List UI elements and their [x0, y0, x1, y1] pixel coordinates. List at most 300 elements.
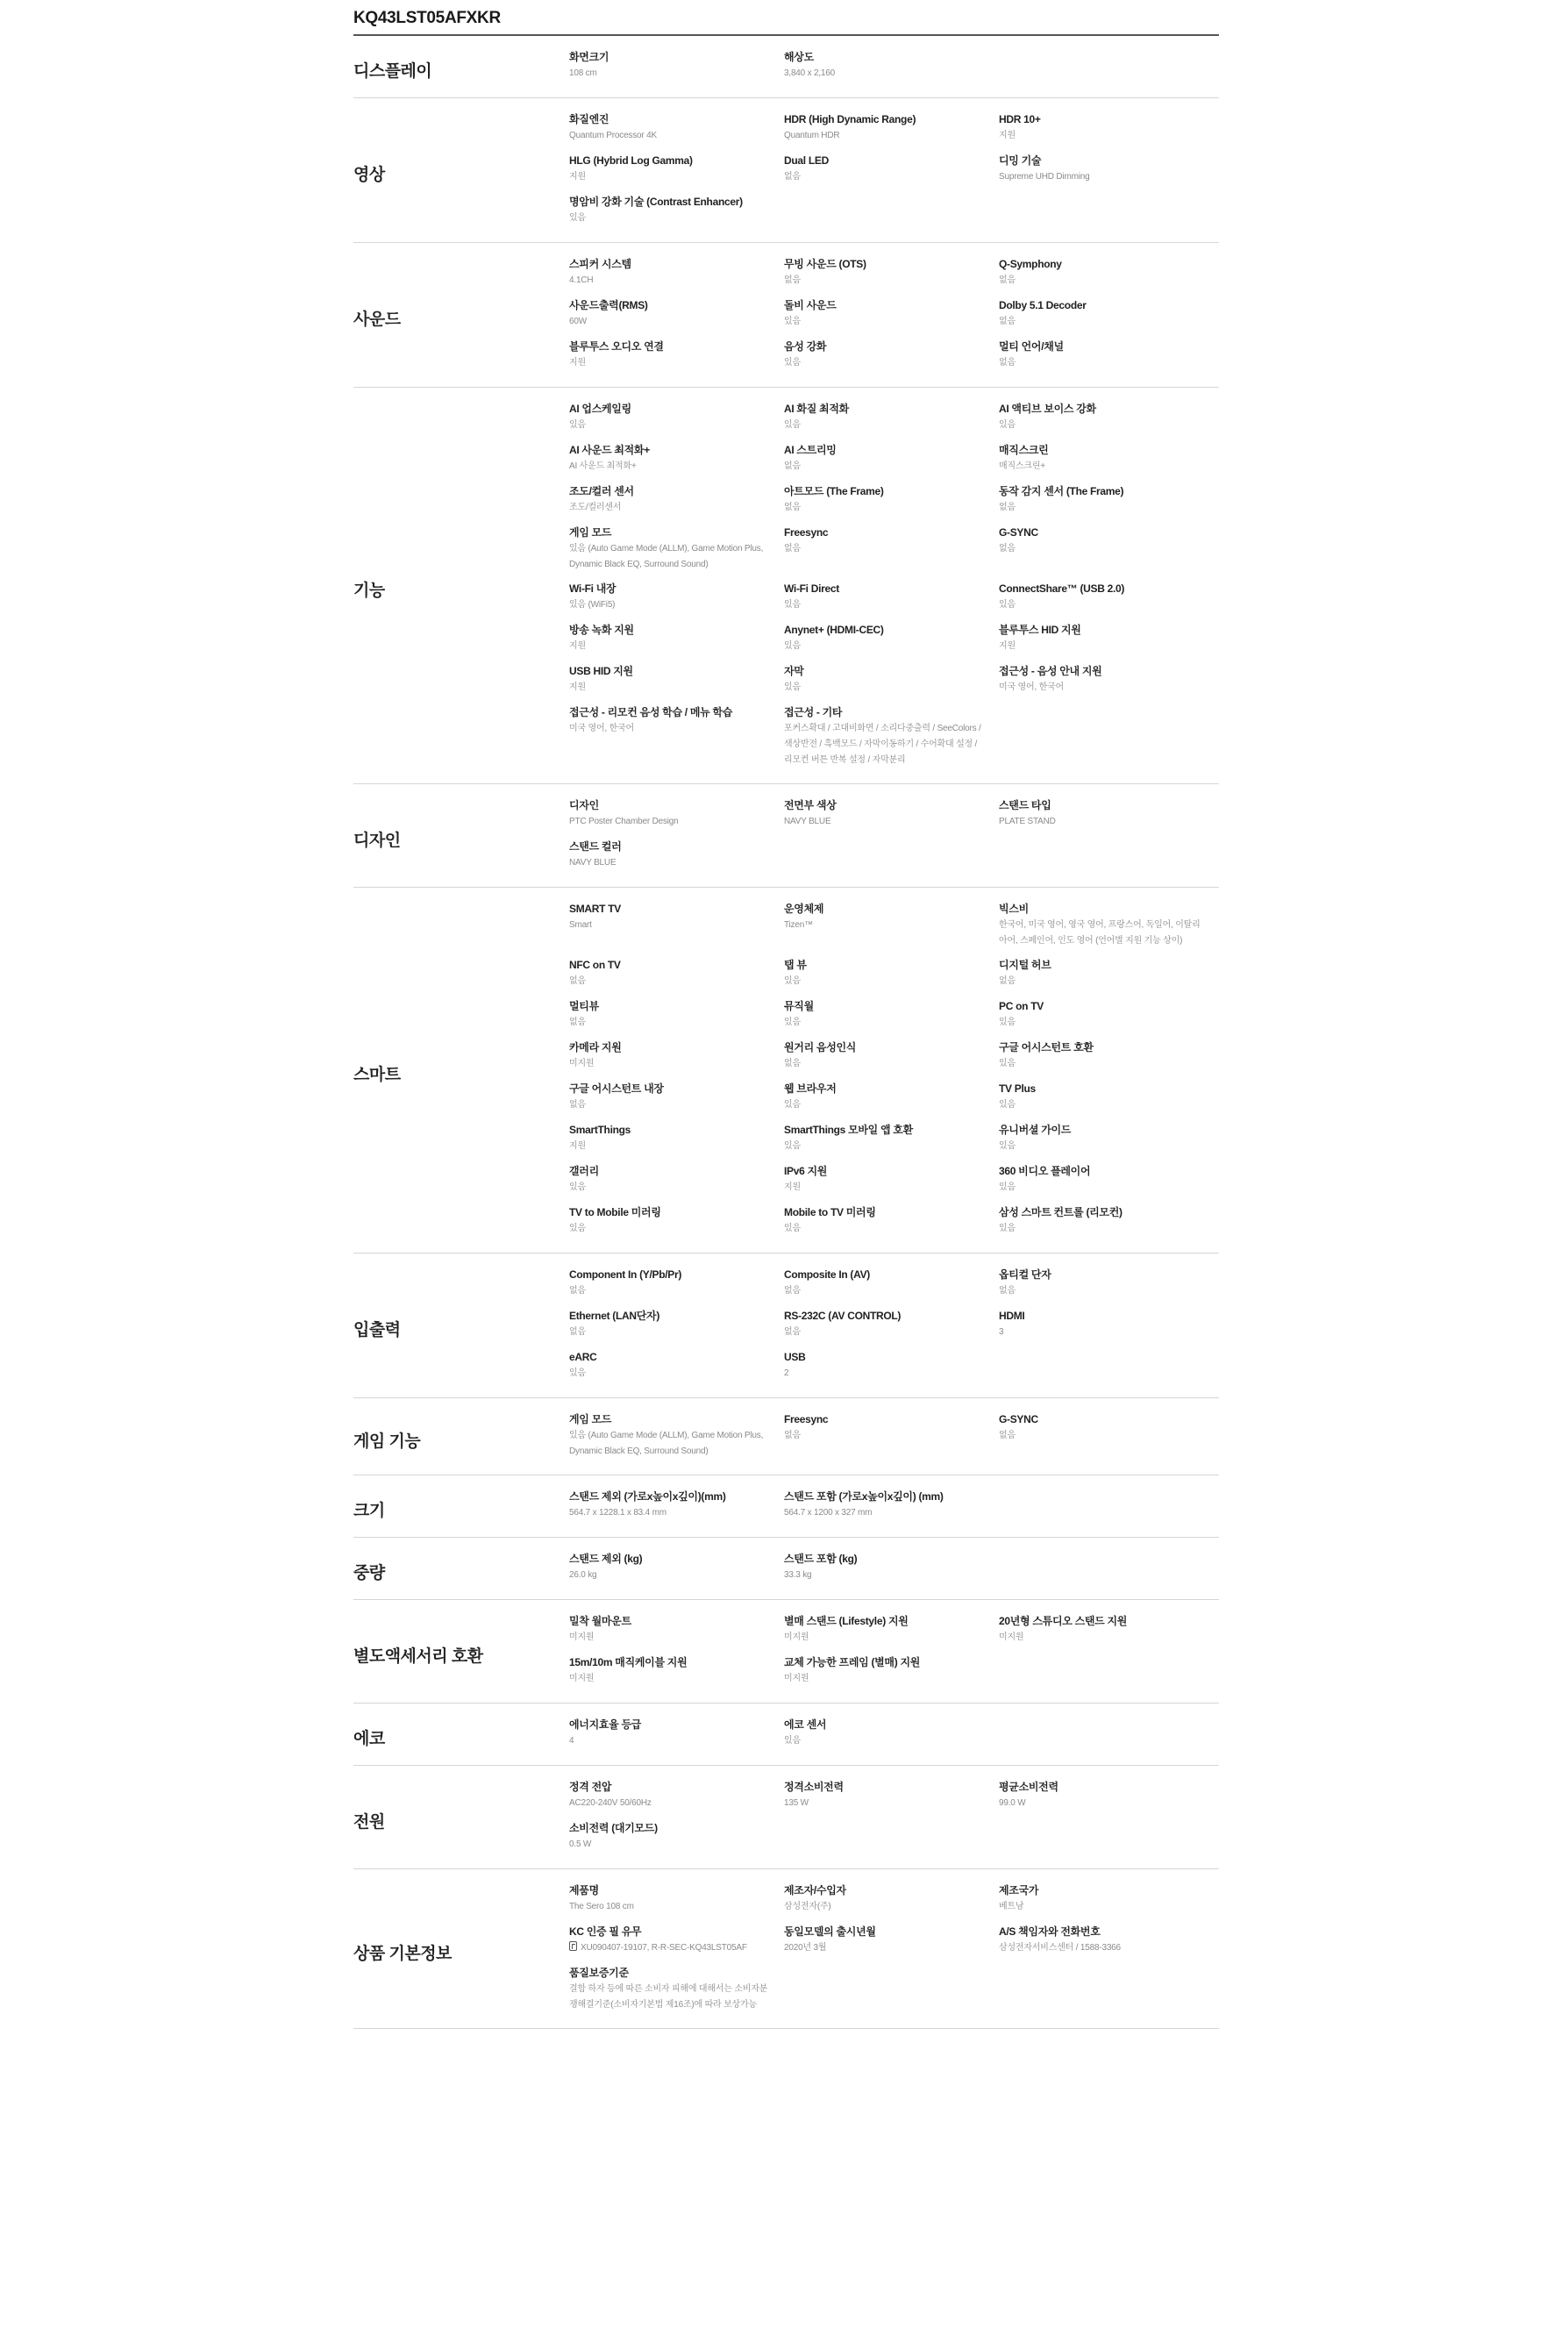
spec-item	[999, 1613, 1219, 1654]
spec-section	[353, 243, 1219, 388]
spec-value: 없음	[569, 1100, 586, 1110]
spec-label: AI 액티브 보이스 강화	[999, 403, 1096, 415]
spec-value: 있음	[784, 1100, 801, 1110]
spec-value: 미지원	[999, 1632, 1024, 1642]
spec-item	[784, 1411, 999, 1468]
spec-item	[569, 622, 784, 663]
spec-value: 있음	[999, 1182, 1016, 1192]
spec-label: 화면크기	[569, 51, 609, 63]
spec-grid	[569, 401, 1219, 776]
spec-value: 26.0 kg	[569, 1570, 597, 1580]
spec-label: 동작 감지 센서 (The Frame)	[999, 485, 1124, 497]
spec-item	[569, 1489, 784, 1530]
spec-value: 미지원	[784, 1632, 809, 1642]
spec-label: Dolby 5.1 Decoder	[999, 299, 1087, 311]
spec-section	[353, 784, 1219, 888]
spec-item	[999, 1882, 1219, 1924]
spec-value: 미국 영어, 한국어	[999, 682, 1064, 692]
spec-label: 제품명	[569, 1884, 599, 1896]
spec-item	[569, 1924, 784, 1965]
spec-value: 있음	[999, 1018, 1016, 1027]
spec-item	[569, 442, 784, 483]
spec-label: 매직스크린	[999, 444, 1049, 456]
spec-label: SmartThings 모바일 앱 호환	[784, 1124, 913, 1136]
spec-label: 갤러리	[569, 1165, 599, 1177]
spec-item	[569, 153, 784, 194]
spec-label: 교체 가능한 프레임 (별매) 지원	[784, 1656, 921, 1668]
spec-grid	[569, 1613, 1219, 1696]
spec-section	[353, 1766, 1219, 1869]
spec-label: Freesync	[784, 526, 829, 539]
spec-value: 베트남	[999, 1902, 1024, 1911]
spec-item	[569, 194, 784, 235]
spec-grid	[569, 1267, 1219, 1390]
spec-label: 평균소비전력	[999, 1781, 1058, 1793]
spec-value: 있음	[784, 1141, 801, 1151]
spec-item	[999, 1924, 1219, 1965]
spec-value: 있음 (Auto Game Mode (ALLM), Game Motion Plus, Dynamic Black EQ, Surround Sound)	[569, 1431, 764, 1456]
spec-label: 접근성 - 음성 안내 지원	[999, 665, 1102, 677]
spec-grid	[569, 797, 1219, 880]
spec-label: 블루투스 HID 지원	[999, 624, 1081, 636]
spec-grid	[569, 1717, 1219, 1758]
spec-label: 조도/컬러 센서	[569, 485, 634, 497]
spec-value: 없음	[569, 1018, 586, 1027]
spec-label: 스탠드 타입	[999, 799, 1051, 811]
spec-value: 없음	[999, 503, 1016, 512]
spec-label: SMART TV	[569, 903, 621, 915]
spec-item	[784, 339, 999, 380]
spec-item	[784, 957, 999, 998]
spec-label: 삼성 스마트 컨트롤 (리모컨)	[999, 1206, 1123, 1218]
spec-item	[569, 1267, 784, 1308]
spec-value: 564.7 x 1200 x 327 mm	[784, 1508, 873, 1518]
spec-item	[569, 1039, 784, 1081]
spec-label: 아트모드 (The Frame)	[784, 485, 884, 497]
spec-value: NAVY BLUE	[784, 817, 831, 826]
spec-item	[569, 663, 784, 704]
spec-value	[569, 1940, 768, 1956]
spec-label: KC 인증 필 유무	[569, 1925, 642, 1938]
spec-item	[999, 663, 1219, 704]
kc-certification-number: XU090407-19107, R-R-SEC-KQ43LST05AF	[581, 1943, 747, 1953]
spec-grid	[569, 256, 1219, 380]
spec-value: 33.3 kg	[784, 1570, 812, 1580]
spec-item	[784, 525, 999, 581]
section-title: 사운드	[353, 311, 401, 329]
spec-item	[569, 339, 784, 380]
spec-section	[353, 1538, 1219, 1600]
spec-label: Q-Symphony	[999, 258, 1062, 270]
spec-item	[569, 704, 784, 776]
spec-grid	[569, 1882, 1219, 2021]
spec-item	[784, 1924, 999, 1965]
spec-item	[999, 483, 1219, 525]
spec-value: 있음	[784, 1736, 801, 1746]
spec-value: 있음	[784, 358, 801, 368]
spec-label: 디자인	[569, 799, 599, 811]
spec-item	[569, 1163, 784, 1204]
spec-value: 없음	[999, 976, 1016, 986]
spec-label: 무빙 사운드 (OTS)	[784, 258, 866, 270]
spec-label: G-SYNC	[999, 526, 1038, 539]
spec-item	[999, 998, 1219, 1039]
spec-label: Mobile to TV 미러링	[784, 1206, 876, 1218]
spec-value: 없음	[784, 544, 801, 554]
spec-label: Wi-Fi 내장	[569, 582, 617, 595]
spec-value: 없음	[999, 317, 1016, 326]
spec-label: G-SYNC	[999, 1413, 1038, 1425]
spec-label: 소비전력 (대기모드)	[569, 1822, 658, 1834]
spec-item	[999, 153, 1219, 194]
spec-item	[569, 1613, 784, 1654]
spec-section	[353, 98, 1219, 243]
spec-label: 옵티컬 단자	[999, 1268, 1051, 1281]
spec-item	[784, 1204, 999, 1246]
spec-label: Component In (Y/Pb/Pr)	[569, 1268, 682, 1281]
spec-value: 있음	[784, 1018, 801, 1027]
spec-value: Quantum Processor 4K	[569, 131, 657, 140]
spec-value: 2020년 3월	[784, 1943, 827, 1953]
spec-label: TV Plus	[999, 1082, 1036, 1095]
spec-item	[784, 1163, 999, 1204]
spec-item	[784, 483, 999, 525]
spec-label: HLG (Hybrid Log Gamma)	[569, 154, 693, 167]
spec-value: 없음	[999, 358, 1016, 368]
spec-label: 뮤직월	[784, 1000, 814, 1012]
spec-label: 동일모델의 출시년월	[784, 1925, 876, 1938]
spec-item	[569, 1779, 784, 1820]
spec-value: 있음	[784, 1224, 801, 1233]
spec-label: 스탠드 컬러	[569, 840, 622, 853]
spec-label: 에코 센서	[784, 1718, 827, 1731]
spec-label: 스탠드 포함 (가로x높이x깊이) (mm)	[784, 1490, 944, 1503]
spec-label: ConnectShare™ (USB 2.0)	[999, 582, 1125, 595]
spec-item	[784, 998, 999, 1039]
spec-value: 없음	[999, 1286, 1016, 1296]
spec-value: 있음 (WiFi5)	[569, 600, 616, 610]
spec-value: 지원	[999, 641, 1016, 651]
spec-label: 멀티뷰	[569, 1000, 599, 1012]
spec-value: 없음	[784, 461, 801, 471]
spec-label: 디밍 기술	[999, 154, 1042, 167]
section-title: 디스플레이	[353, 62, 432, 81]
spec-item	[569, 1349, 784, 1390]
spec-label: HDMI	[999, 1310, 1025, 1322]
spec-label: 20년형 스튜디오 스탠드 지원	[999, 1615, 1128, 1627]
spec-value: 3	[999, 1327, 1004, 1337]
spec-value: 지원	[784, 1182, 801, 1192]
spec-item	[999, 1163, 1219, 1204]
spec-label: 운영체제	[784, 903, 824, 915]
spec-value: 지원	[569, 1141, 586, 1151]
spec-value: 있음 (Auto Game Mode (ALLM), Game Motion Plus, Dynamic Black EQ, Surround Sound)	[569, 544, 764, 569]
spec-item	[569, 1081, 784, 1122]
spec-value: 있음	[999, 1224, 1016, 1233]
spec-section	[353, 1704, 1219, 1766]
spec-value: Tizen™	[784, 920, 813, 930]
spec-label: TV to Mobile 미러링	[569, 1206, 661, 1218]
spec-label: 접근성 - 리모컨 음성 학습 / 메뉴 학습	[569, 706, 733, 718]
spec-item	[784, 111, 999, 153]
spec-label: 정격 전압	[569, 1781, 612, 1793]
spec-item	[784, 256, 999, 297]
spec-value: 없음	[999, 275, 1016, 285]
spec-label: 360 비디오 플레이어	[999, 1165, 1091, 1177]
spec-value: 지원	[569, 358, 586, 368]
spec-value: 4.1CH	[569, 275, 594, 285]
spec-grid	[569, 1551, 1219, 1592]
spec-label: AI 업스케일링	[569, 403, 631, 415]
spec-item	[569, 483, 784, 525]
spec-label: 방송 녹화 지원	[569, 624, 634, 636]
spec-label: 명암비 강화 기술 (Contrast Enhancer)	[569, 196, 743, 208]
spec-value: PTC Poster Chamber Design	[569, 817, 679, 826]
spec-item	[784, 1081, 999, 1122]
spec-item	[569, 1965, 784, 2021]
spec-label: A/S 책임자와 전화번호	[999, 1925, 1101, 1938]
spec-section	[353, 1398, 1219, 1475]
spec-item	[569, 1411, 784, 1468]
spec-value: 미지원	[569, 1059, 595, 1068]
spec-label: 웹 브라우저	[784, 1082, 837, 1095]
spec-value: 매직스크린+	[999, 461, 1045, 471]
spec-label: 유니버셜 가이드	[999, 1124, 1072, 1136]
spec-value: 지원	[999, 131, 1016, 140]
spec-label: SmartThings	[569, 1124, 631, 1136]
spec-value: 있음	[784, 420, 801, 430]
spec-value: 있음	[999, 600, 1016, 610]
spec-value: 없음	[569, 1286, 586, 1296]
section-title: 입출력	[353, 1321, 401, 1339]
spec-label: 원거리 음성인식	[784, 1041, 857, 1054]
spec-value: 없음	[569, 976, 586, 986]
spec-value: 있음	[999, 420, 1016, 430]
spec-grid	[569, 1489, 1219, 1530]
spec-value: 0.5 W	[569, 1839, 592, 1849]
spec-value: 지원	[569, 172, 586, 182]
spec-label: Ethernet (LAN단자)	[569, 1310, 660, 1322]
spec-label: 구글 어시스턴트 내장	[569, 1082, 664, 1095]
spec-item	[569, 49, 784, 90]
spec-sections	[353, 36, 1219, 2029]
spec-value: AI 사운드 최적화+	[569, 461, 637, 471]
spec-page	[353, 0, 1219, 2029]
spec-value: 없음	[999, 544, 1016, 554]
spec-value: Supreme UHD Dimming	[999, 172, 1090, 182]
spec-item	[999, 581, 1219, 622]
spec-value: NAVY BLUE	[569, 858, 617, 868]
model-name: KQ43LST05AFXKR	[353, 0, 1219, 36]
spec-item	[784, 1882, 999, 1924]
kc-certification-icon	[569, 1941, 577, 1951]
spec-item	[569, 581, 784, 622]
spec-section	[353, 1254, 1219, 1398]
spec-value: Quantum HDR	[784, 131, 840, 140]
spec-item	[569, 1820, 784, 1861]
spec-label: AI 화질 최적화	[784, 403, 849, 415]
spec-item	[784, 1779, 999, 1820]
spec-label: 밀착 월마운트	[569, 1615, 631, 1627]
spec-value: 미지원	[784, 1674, 809, 1683]
spec-label: 제조자/수입자	[784, 1884, 846, 1896]
spec-value: 없음	[784, 275, 801, 285]
section-title: 전원	[353, 1812, 385, 1832]
spec-item	[784, 1654, 999, 1696]
spec-label: RS-232C (AV CONTROL)	[784, 1310, 902, 1322]
spec-item	[569, 1654, 784, 1696]
spec-item	[569, 525, 784, 581]
spec-item	[999, 525, 1219, 581]
spec-item	[999, 442, 1219, 483]
spec-item	[784, 1551, 999, 1592]
spec-item	[999, 901, 1219, 957]
spec-label: AI 사운드 최적화+	[569, 444, 650, 456]
spec-value: The Sero 108 cm	[569, 1902, 634, 1911]
spec-label: 게임 모드	[569, 1413, 612, 1425]
spec-item	[784, 1122, 999, 1163]
spec-value: 4	[569, 1736, 574, 1746]
spec-label: 디지털 허브	[999, 959, 1051, 971]
spec-value: 지원	[569, 641, 586, 651]
spec-label: Anynet+ (HDMI-CEC)	[784, 624, 884, 636]
spec-label: Freesync	[784, 1413, 829, 1425]
spec-label: 스탠드 제외 (가로x높이x깊이)(mm)	[569, 1490, 726, 1503]
spec-value: 있음	[784, 600, 801, 610]
section-title: 별도액세서리 호환	[353, 1646, 483, 1666]
spec-label: 자막	[784, 665, 804, 677]
spec-value: 있음	[569, 213, 586, 223]
spec-grid	[569, 1779, 1219, 1861]
spec-value: 조도/컬러센서	[569, 503, 622, 512]
section-title: 기능	[353, 581, 385, 600]
spec-label: 제조국가	[999, 1884, 1039, 1896]
section-title: 에코	[353, 1730, 385, 1748]
spec-label: 구글 어시스턴트 호환	[999, 1041, 1094, 1054]
spec-label: USB	[784, 1351, 806, 1363]
section-title: 스마트	[353, 1066, 401, 1084]
spec-item	[784, 1489, 999, 1530]
spec-section	[353, 1869, 1219, 2029]
spec-section	[353, 1600, 1219, 1704]
spec-label: 스피커 시스템	[569, 258, 631, 270]
spec-item	[999, 1122, 1219, 1163]
spec-item	[999, 957, 1219, 998]
spec-value: 없음	[784, 1286, 801, 1296]
spec-item	[784, 1717, 999, 1758]
spec-value: 2	[784, 1368, 789, 1378]
spec-label: 카메라 지원	[569, 1041, 622, 1054]
spec-value: 564.7 x 1228.1 x 83.4 mm	[569, 1508, 666, 1518]
spec-value: 삼성전자서비스센터 / 1588-3366	[999, 1943, 1121, 1953]
spec-value: 없음	[784, 1431, 801, 1440]
spec-value: 99.0 W	[999, 1798, 1026, 1808]
spec-value: 108 cm	[569, 68, 597, 78]
spec-section	[353, 36, 1219, 98]
section-title: 영상	[353, 166, 385, 184]
spec-label: 15m/10m 매직케이블 지원	[569, 1656, 688, 1668]
spec-value: 있음	[784, 976, 801, 986]
spec-label: 멀티 언어/채널	[999, 340, 1064, 353]
spec-value: 있음	[784, 682, 801, 692]
spec-value: 한국어, 미국 영어, 영국 영어, 프랑스어, 독일어, 이탈리아어, 스페인어, 인도 영어 (언어별 지원 기능 상이)	[999, 920, 1201, 946]
spec-item	[784, 704, 999, 776]
spec-label: 음성 강화	[784, 340, 827, 353]
spec-value: 미국 영어, 한국어	[569, 724, 634, 733]
spec-label: NFC on TV	[569, 959, 621, 971]
spec-item	[569, 1308, 784, 1349]
spec-item	[784, 797, 999, 839]
spec-label: 해상도	[784, 51, 814, 63]
spec-item	[999, 1411, 1219, 1468]
spec-label: 블루투스 오디오 연결	[569, 340, 664, 353]
spec-value: 포커스확대 / 고대비화면 / 소리다중출력 / SeeColors / 색상반전 / 흑백모드 / 자막이동하기 / 수어확대 설정 / 리모컨 버튼 반복 설정 / 자막분리	[784, 724, 981, 765]
spec-item	[569, 1204, 784, 1246]
section-title: 게임 기능	[353, 1432, 421, 1451]
spec-label: 사운드출력(RMS)	[569, 299, 648, 311]
section-title: 크기	[353, 1502, 385, 1520]
spec-grid	[569, 901, 1219, 1246]
spec-item	[784, 1267, 999, 1308]
spec-value: 미지원	[569, 1632, 595, 1642]
spec-item	[999, 797, 1219, 839]
spec-section	[353, 888, 1219, 1254]
spec-item	[999, 256, 1219, 297]
section-title: 중량	[353, 1564, 385, 1582]
spec-item	[999, 401, 1219, 442]
spec-item	[569, 901, 784, 957]
spec-value: 있음	[784, 641, 801, 651]
spec-label: 게임 모드	[569, 526, 612, 539]
spec-label: 접근성 - 기타	[784, 706, 843, 718]
spec-value: 있음	[569, 420, 586, 430]
spec-label: 스탠드 포함 (kg)	[784, 1553, 858, 1565]
spec-label: Wi-Fi Direct	[784, 582, 839, 595]
spec-label: USB HID 지원	[569, 665, 633, 677]
spec-value: 있음	[569, 1182, 586, 1192]
spec-value: 있음	[784, 317, 801, 326]
spec-label: 화질엔진	[569, 113, 609, 125]
spec-item	[569, 297, 784, 339]
spec-item	[999, 111, 1219, 153]
spec-item	[569, 839, 784, 880]
spec-item	[784, 581, 999, 622]
spec-item	[569, 1551, 784, 1592]
spec-item	[784, 622, 999, 663]
spec-value: 삼성전자(주)	[784, 1902, 831, 1911]
spec-item	[999, 622, 1219, 663]
spec-item	[784, 153, 999, 194]
spec-item	[569, 111, 784, 153]
spec-value: AC220-240V 50/60Hz	[569, 1798, 652, 1808]
section-title: 디자인	[353, 831, 401, 850]
spec-section	[353, 1475, 1219, 1538]
spec-item	[784, 663, 999, 704]
spec-label: 스탠드 제외 (kg)	[569, 1553, 643, 1565]
spec-label: 전면부 색상	[784, 799, 837, 811]
spec-item	[784, 901, 999, 957]
spec-item	[999, 1267, 1219, 1308]
spec-item	[784, 1308, 999, 1349]
spec-item	[999, 1081, 1219, 1122]
spec-value: 있음	[999, 1141, 1016, 1151]
spec-item	[569, 998, 784, 1039]
spec-value: 135 W	[784, 1798, 809, 1808]
spec-item	[784, 49, 999, 90]
spec-label: PC on TV	[999, 1000, 1044, 1012]
spec-value: 없음	[784, 503, 801, 512]
spec-value: 60W	[569, 317, 587, 326]
